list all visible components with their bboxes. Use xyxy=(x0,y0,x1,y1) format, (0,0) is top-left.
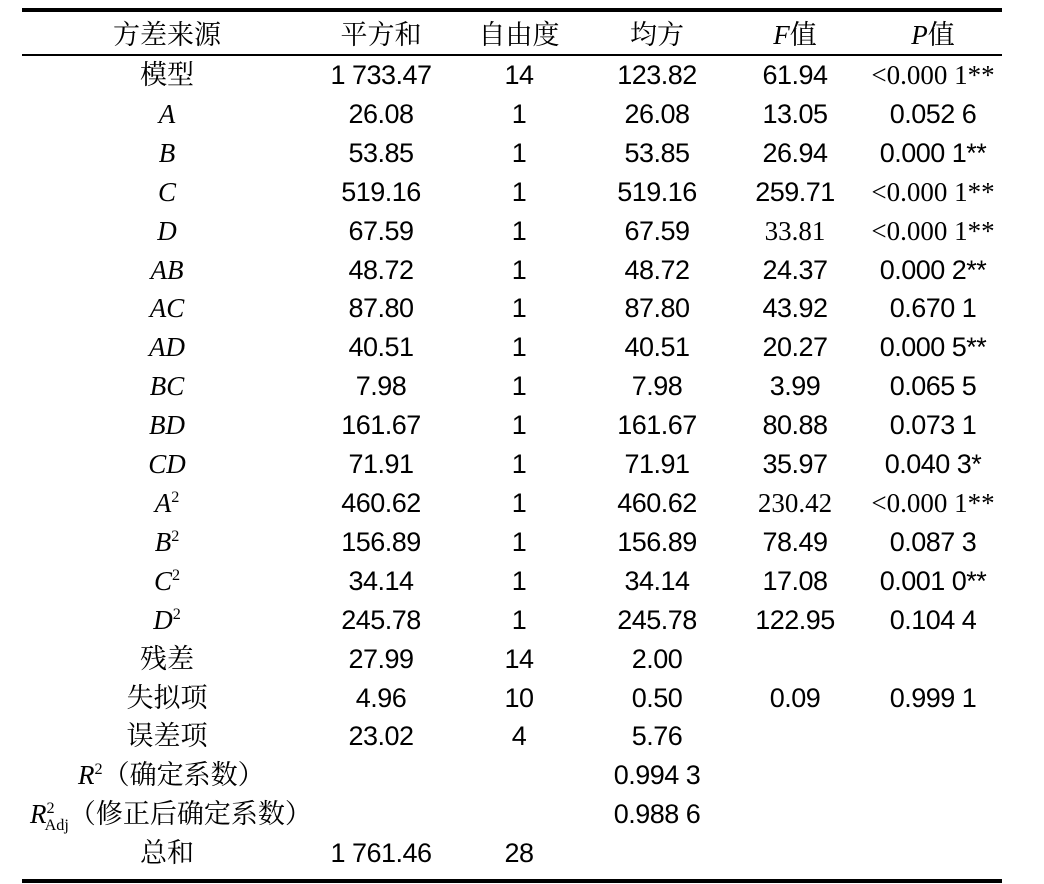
source-cell xyxy=(22,679,312,718)
f-value-cell: 0.09 xyxy=(769,682,821,713)
p-value-cell: 0.104 4 xyxy=(889,604,977,635)
p-value-cell: 0.670 1 xyxy=(889,293,977,324)
source-exponent: 2 xyxy=(171,565,181,584)
bottom-rule xyxy=(22,879,1002,883)
f-value-cell: 61.94 xyxy=(762,60,828,90)
p-value-cell: 0.065 5 xyxy=(889,371,977,402)
header-p-suffix: 值 xyxy=(927,20,955,50)
table-row xyxy=(22,795,1002,834)
table-row xyxy=(22,601,1002,640)
source-label: CD xyxy=(148,449,186,480)
f-value-cell: 259.71 xyxy=(755,176,835,207)
table-row xyxy=(22,523,1002,562)
table-row xyxy=(22,679,1002,718)
source-cell xyxy=(22,289,312,328)
source-cell xyxy=(22,756,312,795)
source-cell xyxy=(22,251,312,290)
sum-of-squares-cell: 1 733.47 xyxy=(330,60,432,90)
source-label: D xyxy=(157,215,177,246)
sum-of-squares-cell: 27.99 xyxy=(348,643,414,674)
sum-of-squares-cell xyxy=(312,795,450,834)
source-cell xyxy=(22,406,312,445)
sum-of-squares-cell: 87.80 xyxy=(348,293,414,324)
p-value-cell: <0.000 1** xyxy=(871,60,995,90)
mean-square-cell: 71.91 xyxy=(624,449,690,480)
header-f-value xyxy=(726,16,864,54)
mean-square-cell: 519.16 xyxy=(617,176,697,207)
source-cell xyxy=(22,640,312,679)
sum-of-squares-cell xyxy=(312,756,450,795)
mean-square-cell: 34.14 xyxy=(624,565,690,596)
source-subscript: Adj xyxy=(44,815,69,834)
p-value-cell: 0.999 1 xyxy=(889,682,977,713)
header-degrees-of-freedom: 自由度 xyxy=(478,20,560,50)
source-cell xyxy=(22,717,312,756)
p-value-cell: <0.000 1** xyxy=(871,215,995,246)
source-cell xyxy=(22,212,312,251)
f-value-cell: 20.27 xyxy=(762,332,828,363)
table-row xyxy=(22,484,1002,523)
f-value-cell: 80.88 xyxy=(762,410,828,441)
p-value-cell: <0.000 1** xyxy=(871,487,995,518)
mean-square-cell: 161.67 xyxy=(617,410,697,441)
mean-square-cell: 67.59 xyxy=(624,215,690,246)
table-row xyxy=(22,445,1002,484)
sum-of-squares-cell: 519.16 xyxy=(341,176,421,207)
p-value-cell xyxy=(864,834,1002,873)
df-cell: 1 xyxy=(511,215,527,246)
header-sum-of-squares: 平方和 xyxy=(340,20,422,50)
p-value-cell xyxy=(864,717,1002,756)
source-cell xyxy=(22,834,312,873)
table-row xyxy=(22,289,1002,328)
source-cell xyxy=(22,328,312,367)
source-cell xyxy=(22,95,312,134)
df-cell xyxy=(450,756,588,795)
sum-of-squares-cell: 245.78 xyxy=(341,604,421,635)
source-label: AC xyxy=(149,293,185,324)
p-value-cell: 0.000 5** xyxy=(879,332,987,363)
mean-square-cell: 460.62 xyxy=(617,487,697,518)
df-cell: 10 xyxy=(504,682,534,713)
df-cell: 14 xyxy=(504,60,534,90)
source-exponent: 2 xyxy=(172,604,181,623)
df-cell: 1 xyxy=(511,526,527,557)
source-label: 总和 xyxy=(140,838,194,869)
table-row xyxy=(22,562,1002,601)
mean-square-cell: 87.80 xyxy=(624,293,690,324)
source-cell xyxy=(22,523,312,562)
table-row xyxy=(22,367,1002,406)
sum-of-squares-cell: 7.98 xyxy=(355,371,407,402)
mean-square-cell: 40.51 xyxy=(624,332,690,363)
source-exponent: 2 xyxy=(46,799,55,818)
df-cell: 1 xyxy=(511,449,527,480)
source-label: AB xyxy=(150,254,184,285)
sum-of-squares-cell: 23.02 xyxy=(348,721,414,752)
f-value-cell: 35.97 xyxy=(762,449,828,480)
sum-of-squares-cell: 161.67 xyxy=(341,410,421,441)
sum-of-squares-cell: 156.89 xyxy=(341,526,421,557)
top-rule xyxy=(22,8,1002,12)
mean-square-cell: 48.72 xyxy=(624,254,690,285)
source-label: D xyxy=(153,604,173,635)
p-value-cell: 0.001 0** xyxy=(879,565,987,596)
sum-of-squares-cell: 26.08 xyxy=(348,98,414,129)
sum-of-squares-cell: 460.62 xyxy=(341,487,421,518)
source-variable: R xyxy=(78,760,95,791)
source-label: BD xyxy=(149,410,185,441)
df-cell: 1 xyxy=(511,371,527,402)
table-row xyxy=(22,328,1002,367)
sum-of-squares-cell: 1 761.46 xyxy=(330,838,432,869)
source-note: （修正后确定系数） xyxy=(68,799,312,830)
header-p-var: P xyxy=(911,20,928,50)
source-label: B xyxy=(154,526,172,557)
anova-table xyxy=(22,16,1002,54)
df-cell xyxy=(450,795,588,834)
header-row xyxy=(22,16,1002,54)
header-mean-square: 均方 xyxy=(630,20,684,50)
table-row xyxy=(22,834,1002,873)
anova-table-body xyxy=(22,56,1002,873)
p-value-cell: 0.040 3* xyxy=(884,449,982,480)
source-cell xyxy=(22,601,312,640)
df-cell: 1 xyxy=(511,293,527,324)
source-label: C xyxy=(153,565,172,596)
p-value-cell: 0.052 6 xyxy=(889,98,977,129)
source-label: 失拟项 xyxy=(126,682,208,713)
sum-of-squares-cell: 34.14 xyxy=(348,565,414,596)
p-value-cell: 0.087 3 xyxy=(889,526,977,557)
f-value-cell xyxy=(726,717,864,756)
source-label: 误差项 xyxy=(126,721,208,752)
f-value-cell xyxy=(726,756,864,795)
f-value-cell: 26.94 xyxy=(762,137,828,168)
f-value-cell: 33.81 xyxy=(764,215,826,246)
mean-square-cell: 156.89 xyxy=(617,526,697,557)
df-cell: 28 xyxy=(504,838,534,869)
anova-table-container xyxy=(22,8,1002,883)
source-exponent: 2 xyxy=(171,487,180,506)
table-row xyxy=(22,756,1002,795)
table-row xyxy=(22,173,1002,212)
f-value-cell: 13.05 xyxy=(762,98,828,129)
p-value-cell: 0.000 1** xyxy=(879,137,987,168)
df-cell: 14 xyxy=(504,643,534,674)
f-value-cell xyxy=(726,640,864,679)
f-value-cell: 24.37 xyxy=(762,254,828,285)
source-label: 模型 xyxy=(140,60,194,90)
source-cell xyxy=(22,367,312,406)
df-cell: 1 xyxy=(511,410,527,441)
source-label: B xyxy=(158,137,176,168)
table-row xyxy=(22,212,1002,251)
f-value-cell xyxy=(726,834,864,873)
mean-square-cell: 53.85 xyxy=(624,137,690,168)
mean-square-cell: 123.82 xyxy=(617,60,697,90)
p-value-cell: 0.000 2** xyxy=(879,254,987,285)
df-cell: 1 xyxy=(511,332,527,363)
table-row xyxy=(22,640,1002,679)
source-cell xyxy=(22,173,312,212)
source-cell xyxy=(22,562,312,601)
table-row xyxy=(22,95,1002,134)
f-value-cell: 122.95 xyxy=(755,604,835,635)
df-cell: 1 xyxy=(511,487,527,518)
mean-square-cell: 0.994 3 xyxy=(613,760,701,791)
mean-square-cell: 0.988 6 xyxy=(613,799,701,830)
source-cell xyxy=(22,134,312,173)
table-row xyxy=(22,56,1002,95)
df-cell: 1 xyxy=(511,565,527,596)
df-cell: 4 xyxy=(511,721,527,752)
source-cell xyxy=(22,56,312,95)
source-cell xyxy=(22,795,312,834)
sum-of-squares-cell: 48.72 xyxy=(348,254,414,285)
f-value-cell xyxy=(726,795,864,834)
p-value-cell: <0.000 1** xyxy=(871,176,995,207)
source-exponent: 2 xyxy=(94,760,103,779)
mean-square-cell: 0.50 xyxy=(631,682,683,713)
mean-square-cell: 2.00 xyxy=(631,643,683,674)
source-label: A xyxy=(154,487,172,518)
header-p-value xyxy=(864,16,1002,54)
df-cell: 1 xyxy=(511,604,527,635)
table-row xyxy=(22,406,1002,445)
source-label: A xyxy=(158,98,176,129)
source-label: C xyxy=(157,176,176,207)
f-value-cell: 17.08 xyxy=(762,565,828,596)
f-value-cell: 43.92 xyxy=(762,293,828,324)
mean-square-cell: 5.76 xyxy=(631,721,683,752)
df-cell: 1 xyxy=(511,176,527,207)
source-label: BC xyxy=(149,371,185,402)
p-value-cell xyxy=(864,795,1002,834)
header-source: 方差来源 xyxy=(113,20,221,50)
sum-of-squares-cell: 71.91 xyxy=(348,449,414,480)
sum-of-squares-cell: 4.96 xyxy=(355,682,407,713)
source-variable: R xyxy=(30,799,47,830)
source-cell xyxy=(22,484,312,523)
source-exponent: 2 xyxy=(171,526,180,545)
sum-of-squares-cell: 67.59 xyxy=(348,215,414,246)
df-cell: 1 xyxy=(511,254,527,285)
f-value-cell: 78.49 xyxy=(762,526,828,557)
df-cell: 1 xyxy=(511,137,527,168)
p-value-cell: 0.073 1 xyxy=(889,410,977,441)
f-value-cell: 3.99 xyxy=(769,371,821,402)
p-value-cell xyxy=(864,756,1002,795)
header-f-var: F xyxy=(773,20,790,50)
source-note: （确定系数） xyxy=(102,760,265,791)
df-cell: 1 xyxy=(511,98,527,129)
p-value-cell xyxy=(864,640,1002,679)
header-f-suffix: 值 xyxy=(789,20,817,50)
mean-square-cell: 7.98 xyxy=(631,371,683,402)
source-label: 残差 xyxy=(140,643,194,674)
mean-square-cell xyxy=(588,834,726,873)
table-row xyxy=(22,134,1002,173)
mean-square-cell: 245.78 xyxy=(617,604,697,635)
source-label: AD xyxy=(149,332,185,363)
table-row xyxy=(22,251,1002,290)
source-cell xyxy=(22,445,312,484)
f-value-cell: 230.42 xyxy=(757,487,833,518)
sum-of-squares-cell: 40.51 xyxy=(348,332,414,363)
mean-square-cell: 26.08 xyxy=(624,98,690,129)
sum-of-squares-cell: 53.85 xyxy=(348,137,414,168)
table-row xyxy=(22,717,1002,756)
